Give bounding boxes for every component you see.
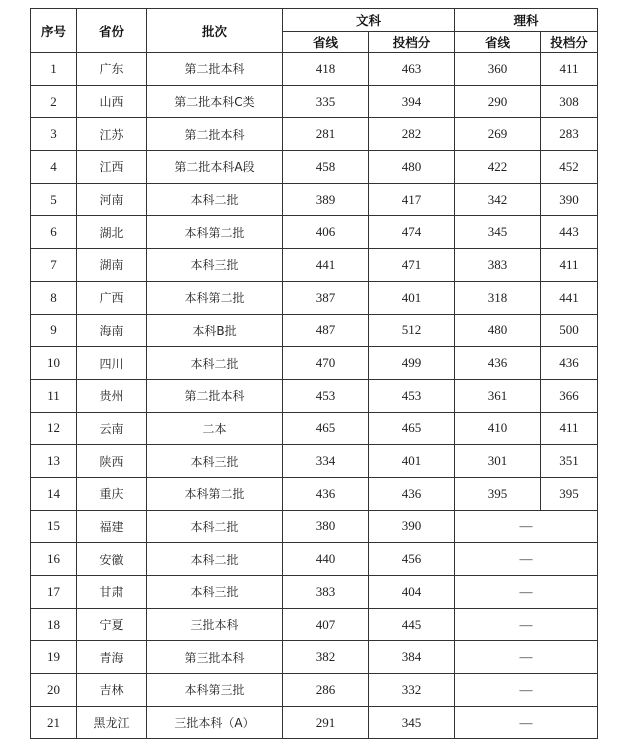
cell-wen-score: 401 <box>369 445 455 478</box>
cell-wen-line: 387 <box>283 281 369 314</box>
cell-wen-line: 407 <box>283 608 369 641</box>
cell-batch: 本科第二批 <box>147 281 283 314</box>
cell-batch: 本科三批 <box>147 576 283 609</box>
cell-seq: 1 <box>31 53 77 86</box>
cell-province: 湖南 <box>77 249 147 282</box>
cell-li-line: 269 <box>455 118 541 151</box>
cell-batch: 本科第三批 <box>147 674 283 707</box>
cell-li-line: 342 <box>455 183 541 216</box>
cell-province: 江苏 <box>77 118 147 151</box>
cell-wen-line: 440 <box>283 543 369 576</box>
table-row <box>31 641 598 674</box>
cell-batch: 本科三批 <box>147 249 283 282</box>
cell-province: 江西 <box>77 151 147 184</box>
header-wen-filing-score: 投档分 <box>369 32 455 53</box>
cell-seq: 7 <box>31 249 77 282</box>
cell-wen-line: 465 <box>283 412 369 445</box>
cell-wen-score: 512 <box>369 314 455 347</box>
cell-li-line: 383 <box>455 249 541 282</box>
cell-batch: 第二批本科A段 <box>147 151 283 184</box>
cell-wen-score: 390 <box>369 510 455 543</box>
header-row-1 <box>31 9 598 32</box>
cell-wen-line: 389 <box>283 183 369 216</box>
cell-wen-line: 383 <box>283 576 369 609</box>
cell-wen-score: 394 <box>369 85 455 118</box>
cell-seq: 17 <box>31 576 77 609</box>
cell-li-line: 361 <box>455 379 541 412</box>
cell-batch: 第三批本科 <box>147 641 283 674</box>
cell-province: 四川 <box>77 347 147 380</box>
cell-batch: 第二批本科 <box>147 53 283 86</box>
table-row <box>31 216 598 249</box>
cell-seq: 4 <box>31 151 77 184</box>
cell-science-none: — <box>455 674 598 707</box>
table-row <box>31 412 598 445</box>
cell-li-score: 366 <box>541 379 598 412</box>
cell-wen-score: 480 <box>369 151 455 184</box>
header-li-filing-score: 投档分 <box>541 32 598 53</box>
cell-li-score: 411 <box>541 412 598 445</box>
cell-wen-score: 332 <box>369 674 455 707</box>
cell-batch: 本科二批 <box>147 183 283 216</box>
table-row <box>31 53 598 86</box>
cell-wen-line: 286 <box>283 674 369 707</box>
cell-batch: 本科第二批 <box>147 216 283 249</box>
table-row <box>31 314 598 347</box>
header-batch: 批次 <box>147 9 283 53</box>
cell-batch: 第二批本科 <box>147 379 283 412</box>
cell-li-line: 345 <box>455 216 541 249</box>
cell-province: 安徽 <box>77 543 147 576</box>
cell-wen-line: 335 <box>283 85 369 118</box>
cell-province: 重庆 <box>77 477 147 510</box>
table-row <box>31 510 598 543</box>
cell-wen-line: 441 <box>283 249 369 282</box>
table-row <box>31 543 598 576</box>
cell-wen-score: 471 <box>369 249 455 282</box>
cell-wen-score: 282 <box>369 118 455 151</box>
cell-wen-line: 458 <box>283 151 369 184</box>
table-row <box>31 151 598 184</box>
cell-wen-line: 291 <box>283 706 369 739</box>
header-seq: 序号 <box>31 9 77 53</box>
table-row <box>31 118 598 151</box>
cell-wen-score: 456 <box>369 543 455 576</box>
cell-science-none: — <box>455 576 598 609</box>
cell-li-score: 441 <box>541 281 598 314</box>
cell-batch: 本科第二批 <box>147 477 283 510</box>
cell-li-line: 360 <box>455 53 541 86</box>
cell-wen-line: 470 <box>283 347 369 380</box>
cell-wen-score: 463 <box>369 53 455 86</box>
cell-province: 青海 <box>77 641 147 674</box>
cell-batch: 三批本科 <box>147 608 283 641</box>
cell-province: 陕西 <box>77 445 147 478</box>
cell-province: 广东 <box>77 53 147 86</box>
cell-seq: 8 <box>31 281 77 314</box>
cell-seq: 11 <box>31 379 77 412</box>
cell-li-score: 411 <box>541 249 598 282</box>
cell-province: 湖北 <box>77 216 147 249</box>
cell-batch: 第二批本科C类 <box>147 85 283 118</box>
cell-wen-score: 436 <box>369 477 455 510</box>
cell-wen-line: 281 <box>283 118 369 151</box>
cell-li-line: 290 <box>455 85 541 118</box>
cell-wen-line: 453 <box>283 379 369 412</box>
cell-seq: 10 <box>31 347 77 380</box>
cell-li-line: 422 <box>455 151 541 184</box>
cell-batch: 本科三批 <box>147 445 283 478</box>
cell-wen-line: 334 <box>283 445 369 478</box>
table-row <box>31 706 598 739</box>
header-li-province-line: 省线 <box>455 32 541 53</box>
score-table <box>30 8 598 739</box>
cell-wen-score: 499 <box>369 347 455 380</box>
table-row <box>31 379 598 412</box>
cell-li-score: 500 <box>541 314 598 347</box>
cell-wen-score: 453 <box>369 379 455 412</box>
cell-li-line: 410 <box>455 412 541 445</box>
table-row <box>31 183 598 216</box>
cell-seq: 19 <box>31 641 77 674</box>
header-science: 理科 <box>455 9 598 32</box>
cell-li-score: 283 <box>541 118 598 151</box>
cell-science-none: — <box>455 510 598 543</box>
cell-li-line: 395 <box>455 477 541 510</box>
cell-seq: 3 <box>31 118 77 151</box>
cell-wen-score: 401 <box>369 281 455 314</box>
cell-wen-line: 487 <box>283 314 369 347</box>
cell-seq: 13 <box>31 445 77 478</box>
header-province: 省份 <box>77 9 147 53</box>
cell-province: 贵州 <box>77 379 147 412</box>
cell-li-line: 480 <box>455 314 541 347</box>
header-liberal-arts: 文科 <box>283 9 455 32</box>
table-row <box>31 445 598 478</box>
cell-li-score: 308 <box>541 85 598 118</box>
cell-li-score: 436 <box>541 347 598 380</box>
cell-wen-line: 382 <box>283 641 369 674</box>
cell-li-line: 318 <box>455 281 541 314</box>
table-row <box>31 281 598 314</box>
cell-seq: 5 <box>31 183 77 216</box>
cell-wen-score: 445 <box>369 608 455 641</box>
score-table-container <box>30 8 598 739</box>
cell-science-none: — <box>455 543 598 576</box>
cell-wen-score: 404 <box>369 576 455 609</box>
cell-science-none: — <box>455 608 598 641</box>
cell-li-score: 351 <box>541 445 598 478</box>
cell-province: 广西 <box>77 281 147 314</box>
cell-seq: 6 <box>31 216 77 249</box>
cell-wen-line: 418 <box>283 53 369 86</box>
cell-seq: 20 <box>31 674 77 707</box>
cell-wen-line: 380 <box>283 510 369 543</box>
cell-li-score: 395 <box>541 477 598 510</box>
cell-province: 海南 <box>77 314 147 347</box>
cell-batch: 本科二批 <box>147 347 283 380</box>
cell-seq: 9 <box>31 314 77 347</box>
table-row <box>31 249 598 282</box>
cell-province: 吉林 <box>77 674 147 707</box>
header-wen-province-line: 省线 <box>283 32 369 53</box>
cell-li-line: 436 <box>455 347 541 380</box>
cell-province: 宁夏 <box>77 608 147 641</box>
table-row <box>31 477 598 510</box>
cell-wen-score: 417 <box>369 183 455 216</box>
cell-province: 黑龙江 <box>77 706 147 739</box>
cell-province: 河南 <box>77 183 147 216</box>
cell-batch: 本科二批 <box>147 510 283 543</box>
cell-seq: 15 <box>31 510 77 543</box>
cell-li-score: 452 <box>541 151 598 184</box>
cell-batch: 第二批本科 <box>147 118 283 151</box>
cell-science-none: — <box>455 641 598 674</box>
table-row <box>31 347 598 380</box>
table-row <box>31 85 598 118</box>
cell-li-score: 443 <box>541 216 598 249</box>
cell-seq: 16 <box>31 543 77 576</box>
cell-li-score: 411 <box>541 53 598 86</box>
table-row <box>31 674 598 707</box>
cell-science-none: — <box>455 706 598 739</box>
cell-seq: 12 <box>31 412 77 445</box>
cell-batch: 本科B批 <box>147 314 283 347</box>
cell-wen-line: 406 <box>283 216 369 249</box>
cell-wen-score: 474 <box>369 216 455 249</box>
cell-batch: 三批本科（A） <box>147 706 283 739</box>
cell-wen-score: 465 <box>369 412 455 445</box>
cell-wen-score: 345 <box>369 706 455 739</box>
table-row <box>31 608 598 641</box>
cell-seq: 2 <box>31 85 77 118</box>
cell-wen-line: 436 <box>283 477 369 510</box>
cell-seq: 21 <box>31 706 77 739</box>
cell-province: 福建 <box>77 510 147 543</box>
cell-li-line: 301 <box>455 445 541 478</box>
cell-province: 云南 <box>77 412 147 445</box>
cell-batch: 本科二批 <box>147 543 283 576</box>
cell-wen-score: 384 <box>369 641 455 674</box>
cell-province: 山西 <box>77 85 147 118</box>
cell-seq: 14 <box>31 477 77 510</box>
table-row <box>31 576 598 609</box>
cell-li-score: 390 <box>541 183 598 216</box>
cell-batch: 二本 <box>147 412 283 445</box>
cell-seq: 18 <box>31 608 77 641</box>
cell-province: 甘肃 <box>77 576 147 609</box>
